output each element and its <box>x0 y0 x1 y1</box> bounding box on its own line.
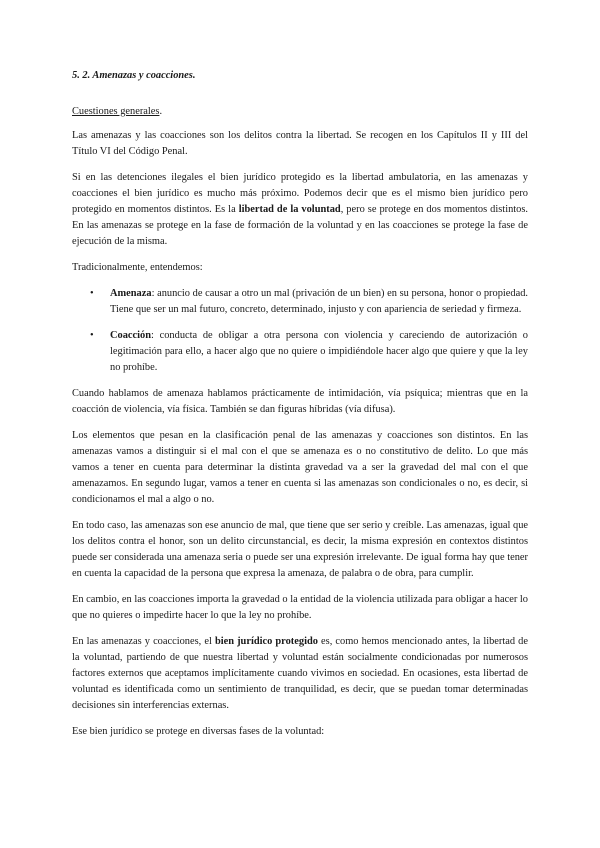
document-page <box>72 68 528 750</box>
paragraph-bien-protegido: En las amenazas y coacciones, el bien jurídico protegido es, como hemos mencionado antes, la libertad de la voluntad, partiendo de que nuestra libertad y voluntad están socialmente condicionadas por numerosos factores externos que aceptamos implícitamente cuando vivimos en sociedad. En ocasiones, esta libertad de voluntad es identificada como un sentimiento de tranquilidad, es decir, que se puedan tomar determinadas decisiones sin interferencias externas. <box>72 636 528 711</box>
bold-term: bien jurídico protegido <box>214 636 318 647</box>
definition-list <box>72 286 528 376</box>
section-heading: 5. 2. Amenazas y coacciones. <box>72 70 196 81</box>
definition-coaccion: : conducta de obligar a otra persona con violencia y careciendo de autorización o legitimación para ello, a hacer algo que no quiere o impidiéndole hacer algo que quiere y que la ley no prohíbe. <box>110 330 528 373</box>
definition-amenaza: : anuncio de causar a otro un mal (privación de un bien) en su persona, honor o propiedad. Tiene que ser un mal futuro, concreto, determinado, injusto y con apariencia de seriedad y firmeza. <box>110 288 528 315</box>
paragraph-elementos: Los elementos que pesan en la clasificación penal de las amenazas y coacciones son distintos. En las amenazas vamos a distinguir si el mal con el que se amenaza es o no constitutivo de delito. Lo que más vamos a tener en cuenta para determinar la distinta gravedad va a ser la gravedad del mal con el que amenazamos. En segundo lugar, vamos a tener en cuenta si las amenazas son condicionales o no, es decir, si condicionamos el mal a algo o no. <box>72 430 528 505</box>
paragraph-anuncio-mal: En todo caso, las amenazas son ese anuncio de mal, que tiene que ser serio y creíble. Las amenazas, igual que los delitos contra el honor, son un delito circunstancial, es decir, la misma expresión en contextos distintos puede ser considerada una amenaza seria o puede ser una expresión irrelevante. De igual forma hay que tener en cuenta la capacidad de la persona que expresa la amenaza, de palabra o de obra, para cumplir. <box>72 520 528 579</box>
term-coaccion: Coacción <box>110 330 151 341</box>
paragraph-intro: Las amenazas y las coacciones son los delitos contra la libertad. Se recogen en los Capítulos II y III del Título VI del Código Penal. <box>72 130 528 157</box>
subheading-period: . <box>159 106 163 117</box>
bullet-icon: • <box>90 330 94 341</box>
paragraph-coacciones-gravedad: En cambio, en las coacciones importa la gravedad o la entidad de la violencia utilizada para obligar a hacer lo que no quieres o impedirte hacer lo que la ley no prohíbe. <box>72 594 528 621</box>
subheading: Cuestiones generales <box>72 106 160 117</box>
paragraph-bien-juridico: Si en las detenciones ilegales el bien jurídico protegido es la libertad ambulatoria, en las amenazas y coacciones el bien jurídico es mucho más próximo. Podemos decir que es el mismo bien jurídico pero protegido en momentos distintos. Es la libertad de la voluntad, pero se protege en dos momentos distintos. En las amenazas se protege en la fase de formación de la voluntad y en las coacciones se protege la fase de ejecución de la misma. <box>72 172 529 247</box>
bold-term: libertad de la voluntad <box>238 204 341 215</box>
paragraph-fases: Ese bien jurídico se protege en diversas fases de la voluntad: <box>72 726 325 737</box>
list-item-coaccion <box>72 328 528 376</box>
paragraph-tradicionalmente: Tradicionalmente, entendemos: <box>72 262 203 273</box>
list-item-amenaza <box>72 286 528 318</box>
bullet-icon: • <box>90 288 94 299</box>
subheading-line <box>72 104 528 120</box>
paragraph-intimidacion: Cuando hablamos de amenaza hablamos prácticamente de intimidación, vía psíquica; mientras que en la coacción de violencia, vía física. También se dan figuras híbridas (vía difusa). <box>72 388 528 415</box>
term-amenaza: Amenaza <box>110 288 152 299</box>
